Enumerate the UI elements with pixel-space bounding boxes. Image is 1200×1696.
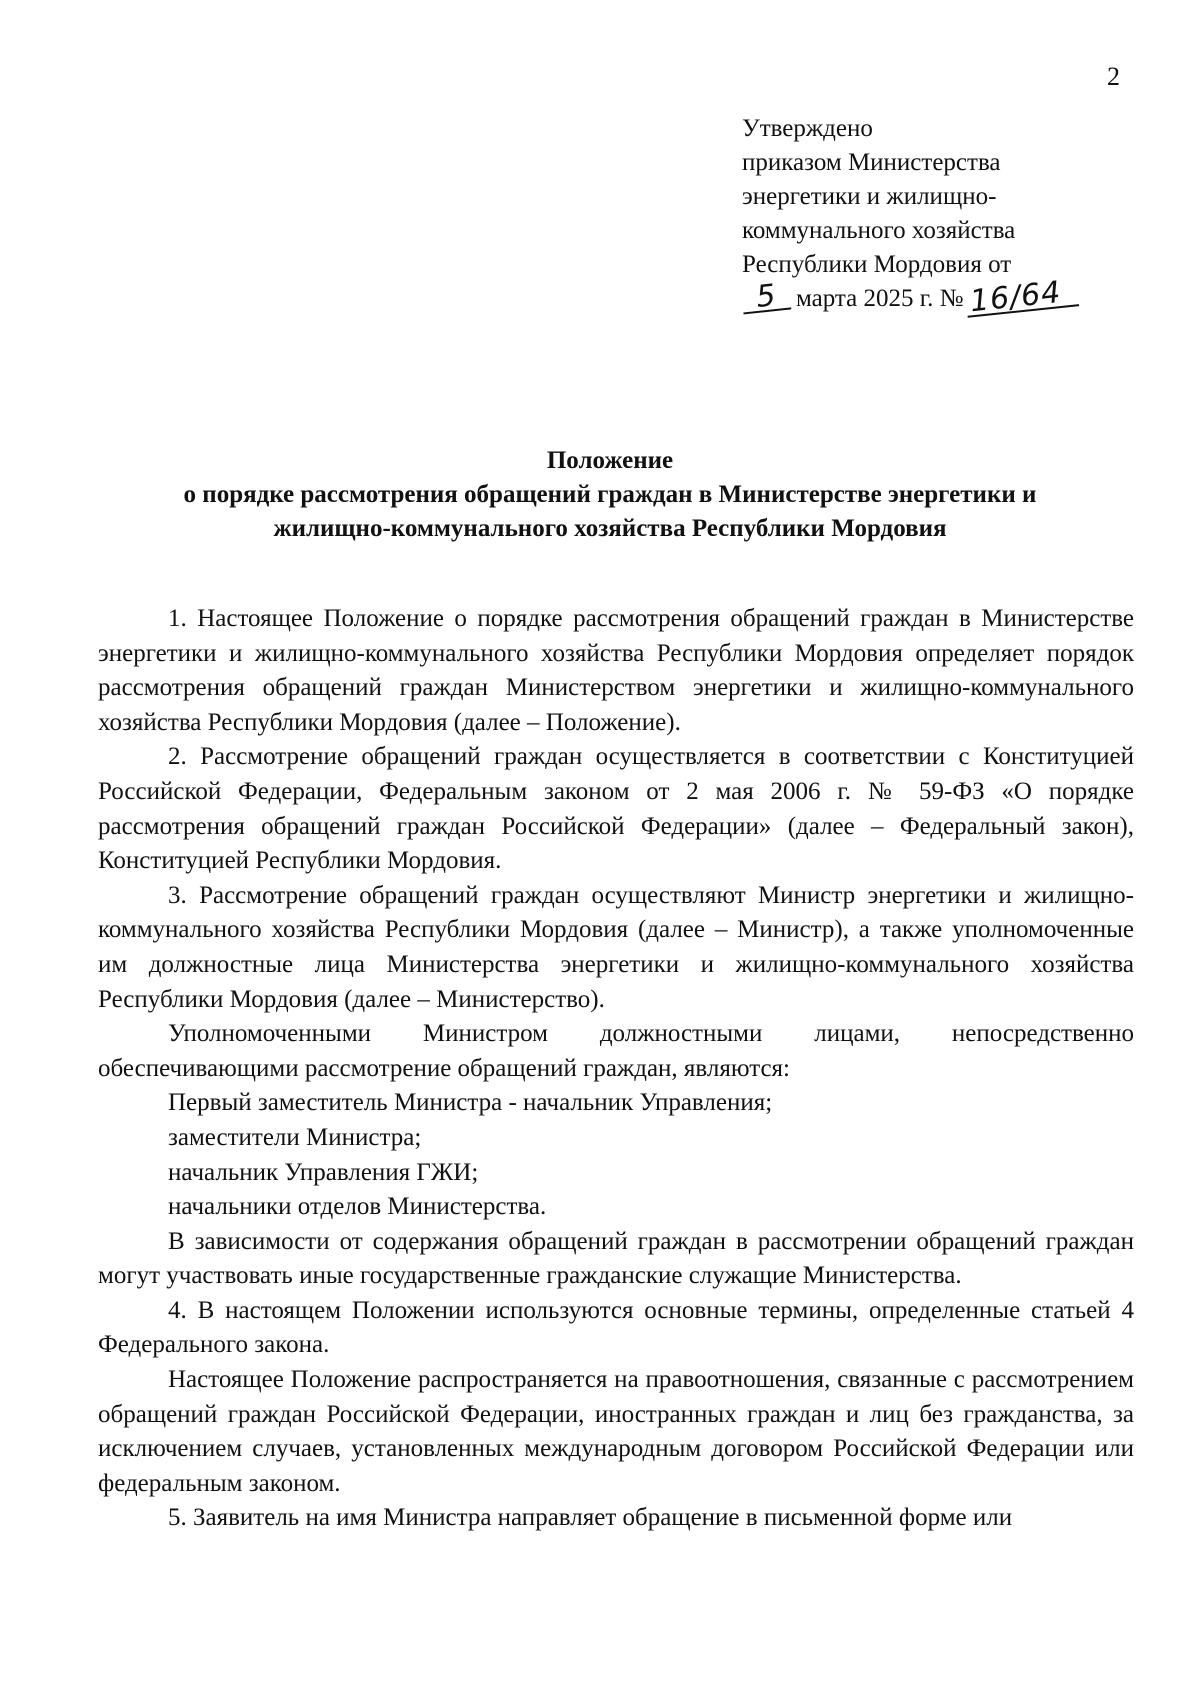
approval-date-text: марта 2025 г. № xyxy=(796,285,964,312)
approval-line: энергетики и жилищно- xyxy=(742,183,997,210)
approval-stamp xyxy=(742,112,1142,320)
official-list-item: начальник Управления ГЖИ; xyxy=(168,1158,479,1186)
approval-line: Республики Мордовия от xyxy=(742,251,1012,278)
page-number: 2 xyxy=(1107,62,1120,91)
paragraph: 3. Рассмотрение обращений граждан осуществляют Министр энергетики и жилищно-коммунального хозяйства Республики Мордовия (далее – Министр), а также уполномоченные им должностные лица Министерства энергетики и жилищно-коммунального хозяйства Республики Мордовия (далее – Министерство). xyxy=(98,881,1134,1013)
document-title xyxy=(90,444,1130,546)
document-body xyxy=(98,602,1134,1536)
paragraph: 2. Рассмотрение обращений граждан осуществляется в соответствии с Конституцией Российской Федерации, Федеральным законом от 2 мая 2006 г. № 59-ФЗ «О порядке рассмотрения обращений граждан Российской Федерации» (далее – Федеральный закон), Конституцией Республики Мордовия. xyxy=(98,743,1134,875)
approval-date-line xyxy=(742,274,1142,320)
title-line: о порядке рассмотрения обращений граждан в Министерстве энергетики и xyxy=(183,481,1037,508)
approval-line: приказом Министерства xyxy=(742,149,1001,176)
title-line: жилищно-коммунального хозяйства Республики Мордовия xyxy=(273,515,947,542)
handwritten-order-number: 16/64 xyxy=(964,278,1078,318)
approval-line: Утверждено xyxy=(742,115,873,142)
paragraph: Настоящее Положение распространяется на правоотношения, связанные с рассмотрением обращений граждан Российской Федерации, иностранных граждан и лиц без гражданства, за исключением случаев, установленных международным договором Российской Федерации или федеральным законом. xyxy=(98,1366,1134,1497)
paragraph: 1. Настоящее Положение о порядке рассмотрения обращений граждан в Министерстве энергетики и жилищно-коммунального хозяйства Республики Мордовия определяет порядок рассмотрения обращений граждан Министерством энергетики и жилищно-коммунального хозяйства Республики Мордовия (далее – Положение). xyxy=(98,605,1134,736)
paragraph: 5. Заявитель на имя Министра направляет обращение в письменной форме или xyxy=(168,1504,1013,1532)
handwritten-day: 5 xyxy=(741,282,792,315)
official-list-item: заместители Министра; xyxy=(168,1123,422,1151)
official-list-item: Первый заместитель Министра - начальник Управления; xyxy=(168,1089,773,1117)
paragraph: Уполномоченными Министром должностными лицами, непосредственно обеспечивающими рассмотрение обращений граждан, являются: xyxy=(98,1020,1134,1082)
paragraph: В зависимости от содержания обращений граждан в рассмотрении обращений граждан могут участвовать иные государственные гражданские служащие Министерства. xyxy=(98,1227,1134,1290)
official-list-item: начальники отделов Министерства. xyxy=(168,1193,547,1221)
paragraph: 4. В настоящем Положении используются основные термины, определенные статьей 4 Федерального закона. xyxy=(98,1296,1134,1359)
approval-line: коммунального хозяйства xyxy=(742,217,1016,244)
title-heading: Положение xyxy=(546,447,674,474)
